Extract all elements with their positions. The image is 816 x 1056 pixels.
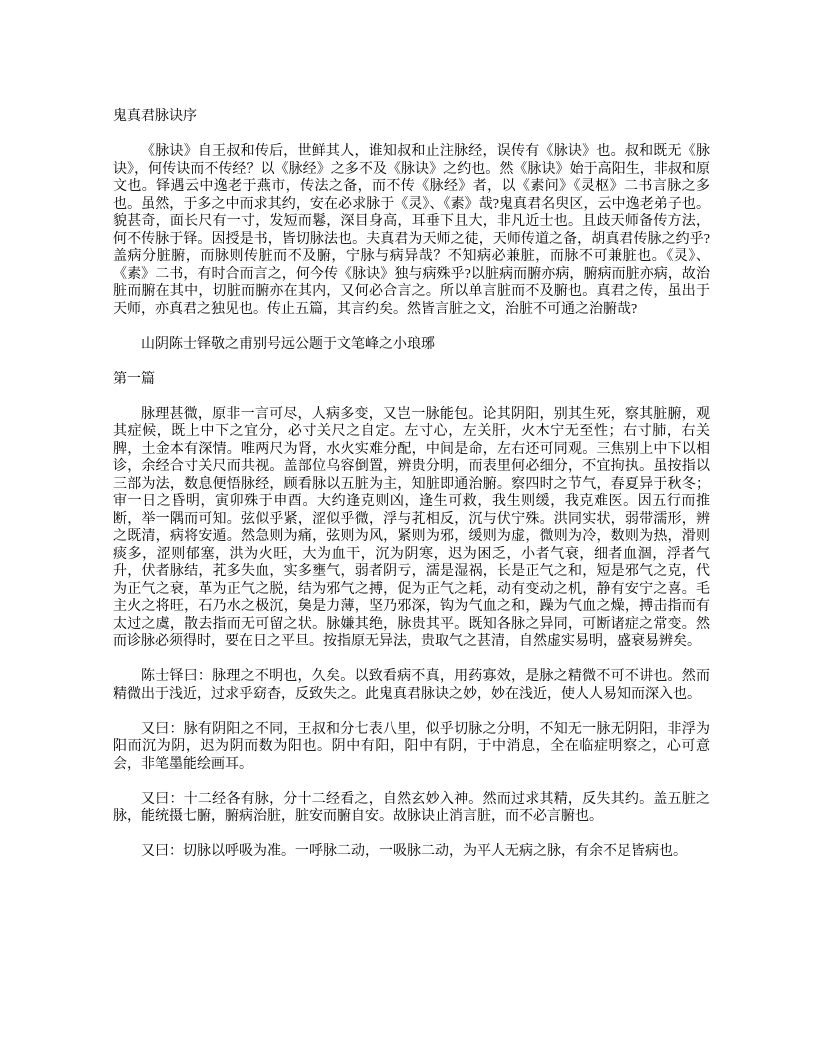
section-body-paragraph: 脉理甚微，原非一言可尽，人病多变，又岂一脉能包。论其阴阳，别其生死，察其脏腑，观其症候，既上中下之宜分，必寸关尺之自定。左寸心，左关肝，火木宁无至性；右寸肺，右关脾，土金本有深情。唯两尺为肾，水火实难分配，中间是命，左右还可同观。三焦别上中下以相诊，余经合寸关尺而共视。盖部位乌容倒置，辨贵分明，而表里何必细分，不宜拘执。虽按指以三部为法，数息便悟脉经，顾看脉以五脏为主，知脏即通治腑。察四时之节气，春夏异于秋冬；审一日之昏明，寅卯殊于申酉。大约逢克则凶，逢生可救，我生则缓，我克难医。因五行而推断，举一隅而可知。弦似乎紧，涩似乎微，浮与芤相反，沉与伏宁殊。洪同实状，弱带濡形，辨之既清，病将安遁。然急则为痛，弦则为风，紧则为邪，缓则为虚，微则为冷，数则为热，滑则痰多，涩则郁塞，洪为火旺，大为血干，沉为阴寒，迟为困乏，小者气衰，细者血涸，浮者气升，伏者脉结，芤多失血，实多壅气，弱者阴亏，濡是湿祸，长是正气之和，短是邪气之克，代为正气之衰，革为正气之脱，结为邪气之搏，促为正气之耗，动有变动之机，静有安宁之喜。毛主火之将旺，石乃水之极沉，㚟是力薄，坚乃邪深，钩为气血之和，躁为气血之燥，搏击指而有太过之虞，散去指而无可留之状。脉嫌其绝，脉贵其平。既知各脉之异同，可断诸症之常变。然而诊脉必须得时，要在日之平旦。按指原无异法，贵取气之甚清，自然虚实易明，盛衰易辨矣。 [113, 406, 710, 649]
commentary-paragraph-1: 陈士铎曰：脉理之不明也，久矣。以致看病不真，用药寡效，是脉之精微不可不讲也。然而精微出于浅近，过求乎窈杳，反致失之。此鬼真君脉诀之妙，妙在浅近，使人人易知而深入也。 [113, 669, 710, 702]
commentary-paragraph-2: 又曰：脉有阴阳之不同，王叔和分七表八里，似乎切脉之分明，不知无一脉无阴阳，非浮为阳而沉为阴，迟为阴而数为阳也。阴中有阳，阳中有阴，于中消息，全在临症明察之，心可意会，非笔墨能绘画耳。 [113, 721, 710, 772]
commentary-paragraph-4: 又曰：切脉以呼吸为准。一呼脉二动，一吸脉二动，为平人无病之脉，有余不足皆病也。 [141, 844, 687, 859]
document-title: 鬼真君脉诀序 [113, 109, 197, 124]
author-signature: 山阴陈士铎敬之甫别号远公题于文笔峰之小琅琊 [141, 336, 435, 352]
section-heading: 第一篇 [113, 371, 155, 387]
commentary-paragraph-3: 又曰：十二经各有脉，分十二经看之，自然玄妙入神。然而过求其精，反失其约。盖五脏之脉，能统摄七腑，腑病治脏，脏安而腑自安。故脉诀止消言脏，而不必言腑也。 [113, 791, 710, 824]
preface-paragraph: 《脉诀》自王叔和传后，世鲜其人，谁知叔和止注脉经，误传有《脉诀》也。叔和既无《脉诀》，何传诀而不传经？以《脉经》之多不及《脉诀》之约也。然《脉诀》始于高阳生，非叔和原文也。铎遇云中逸老于燕市，传法之备，而不传《脉经》者，以《素问》《灵枢》二书言脉之多也。虽然，于多之中而求其约，安在必求脉于《灵》、《素》哉?鬼真君名臾区，云中逸老弟子也。貌甚奇，面长尺有一寸，发短而鬈，深目身高，耳垂下且大，非凡近士也。且歧天师备传方法，何不传脉于铎。因授是书，皆切脉法也。夫真君为天师之徒，天师传道之备，胡真君传脉之约乎?盖病分脏腑，而脉则传脏而不及腑，宁脉与病异哉？不知病必兼脏，而脉不可兼脏也。《灵》、《素》二书，有时合而言之，何今传《脉诀》独与病殊乎?以脏病而腑亦病，腑病而脏亦病，故治脏而腑在其中，切脏而腑亦在其内，又何必合言之。所以单言脏而不及腑也。真君之传，虽出于天师，亦真君之独见也。传止五篇，其言约矣。然皆言脏之文，治脏不可通之治腑哉? [113, 144, 710, 317]
